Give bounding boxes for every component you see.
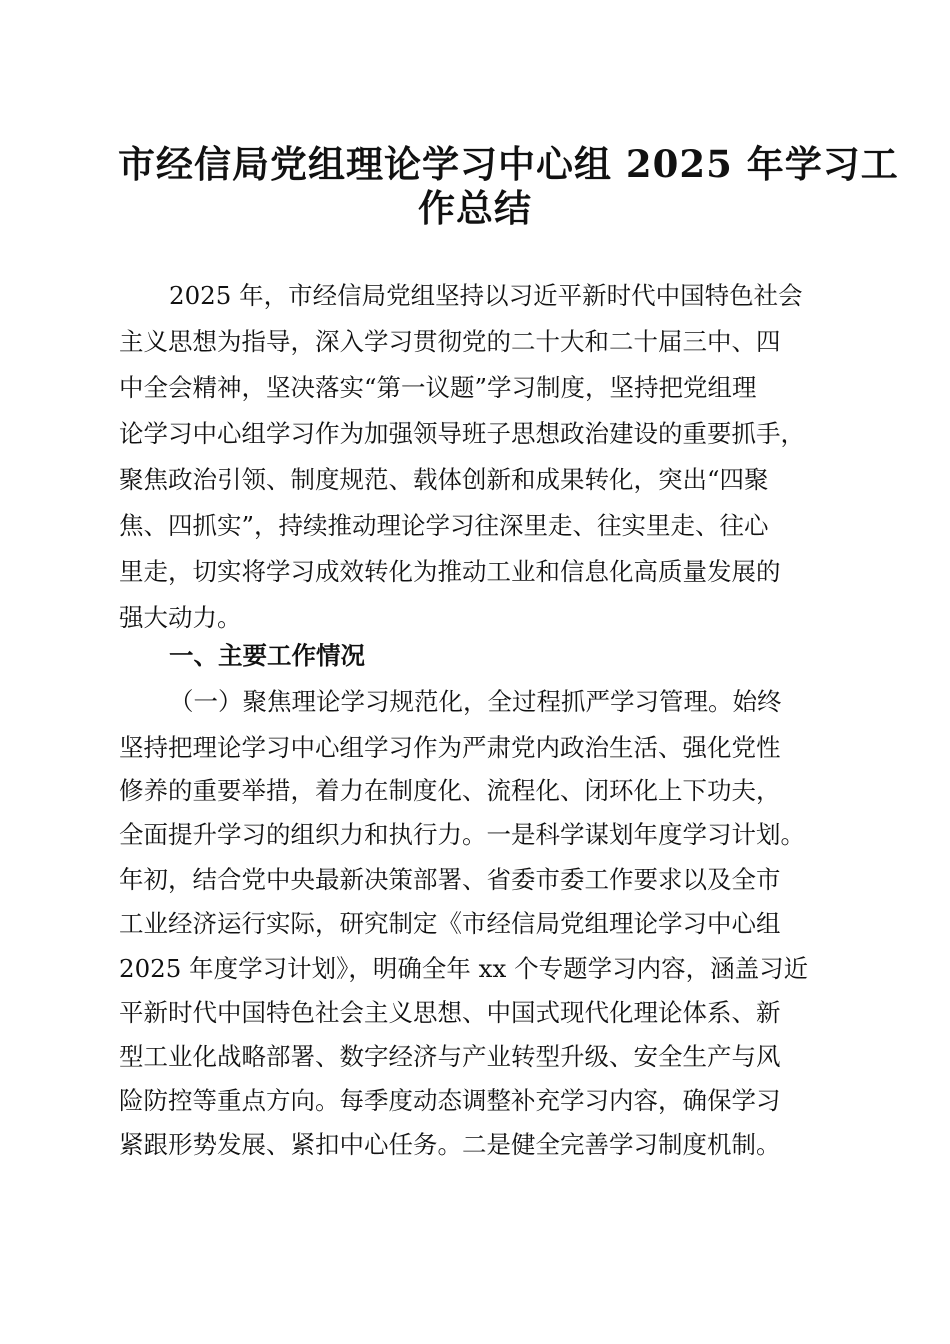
section-heading: 一、主要工作情况	[169, 641, 365, 670]
section-paragraph-line-2: 坚持把理论学习中心组学习作为严肃党内政治生活、强化党性	[119, 733, 781, 762]
document-title-line-2: 作总结	[418, 186, 532, 230]
intro-paragraph-line-5: 聚焦政治引领、制度规范、载体创新和成果转化，突出“四聚	[119, 465, 769, 494]
section-paragraph-line-4: 全面提升学习的组织力和执行力。一是科学谋划年度学习计划。	[119, 820, 805, 849]
intro-paragraph-line-6: 焦、四抓实”，持续推动理论学习往深里走、往实里走、往心	[119, 511, 769, 540]
intro-paragraph-line-3: 中全会精神，坚决落实“第一议题”学习制度，坚持把党组理	[119, 373, 757, 402]
section-paragraph-line-5: 年初，结合党中央最新决策部署、省委市委工作要求以及全市	[119, 865, 781, 894]
section-paragraph-line-9: 型工业化战略部署、数字经济与产业转型升级、安全生产与风	[119, 1042, 781, 1071]
intro-paragraph-line-4: 论学习中心组学习作为加强领导班子思想政治建设的重要抓手，	[119, 419, 805, 448]
section-paragraph-line-10: 险防控等重点方向。每季度动态调整补充学习内容，确保学习	[119, 1086, 781, 1115]
section-paragraph-line-3: 修养的重要举措，着力在制度化、流程化、闭环化上下功夫，	[119, 776, 781, 805]
section-paragraph-line-11: 紧跟形势发展、紧扣中心任务。二是健全完善学习制度机制。	[119, 1130, 781, 1159]
intro-paragraph-line-8: 强大动力。	[119, 603, 242, 632]
intro-paragraph-line-1: 2025 年，市经信局党组坚持以习近平新时代中国特色社会	[169, 281, 803, 310]
document-title-line-1: 市经信局党组理论学习中心组 2025 年学习工	[118, 142, 899, 186]
section-paragraph-line-8: 平新时代中国特色社会主义思想、中国式现代化理论体系、新	[119, 998, 781, 1027]
section-paragraph-line-7: 2025 年度学习计划》，明确全年 xx 个专题学习内容，涵盖习近	[119, 954, 809, 983]
section-paragraph-line-1: （一）聚焦理论学习规范化，全过程抓严学习管理。始终	[169, 687, 782, 716]
intro-paragraph-line-2: 主义思想为指导，深入学习贯彻党的二十大和二十届三中、四	[119, 327, 781, 356]
section-paragraph-line-6: 工业经济运行实际，研究制定《市经信局党组理论学习中心组	[119, 909, 781, 938]
intro-paragraph-line-7: 里走，切实将学习成效转化为推动工业和信息化高质量发展的	[119, 557, 781, 586]
